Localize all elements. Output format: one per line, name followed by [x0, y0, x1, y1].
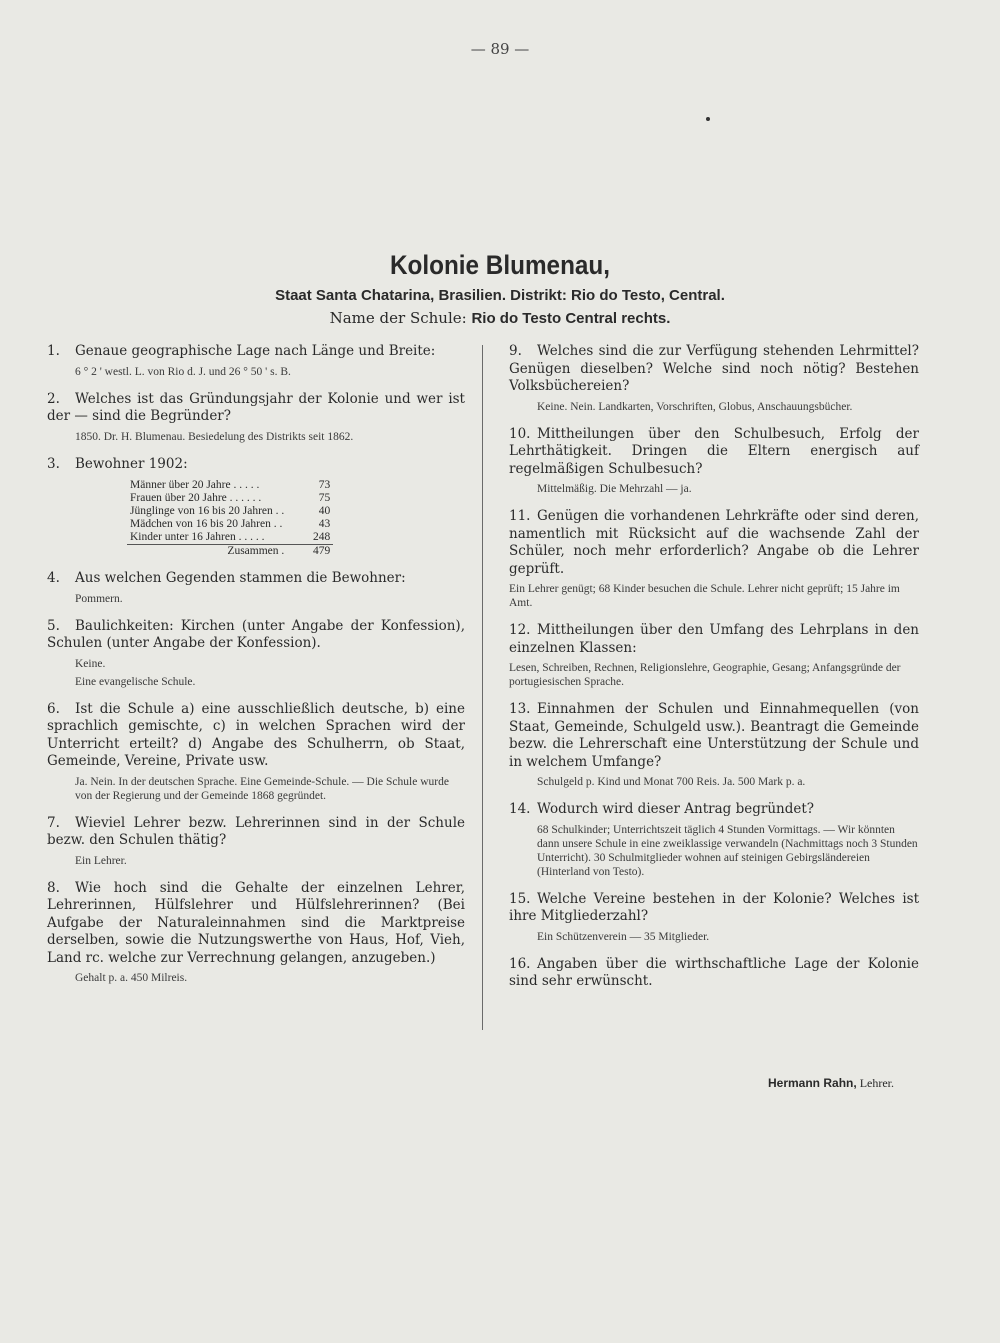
- question-text: Baulichkeiten: Kirchen (unter Angabe der Konfession), Schulen (unter Angabe der Konfession).: [47, 617, 465, 651]
- answer-text: Gehalt p. a. 450 Milreis.: [75, 972, 188, 984]
- column-divider: [482, 345, 483, 1030]
- question-15: [509, 891, 919, 944]
- signature-role: Lehrer.: [859, 1076, 894, 1090]
- question-text: Genaue geographische Lage nach Länge und Breite:: [75, 343, 436, 359]
- question-number: 7.: [47, 814, 60, 831]
- question-3: [47, 456, 465, 559]
- question-2: [47, 391, 465, 444]
- answer-text: Ja. Nein. In der deutschen Sprache. Eine Gemeinde-Schule. — Die Schule wurde von der Regierung und der Gemeinde 1868 gegründet.: [75, 775, 449, 802]
- answer-text: Pommern.: [75, 592, 123, 605]
- school-label: Name der Schule:: [329, 309, 467, 327]
- table-row: [127, 531, 333, 545]
- question-text: Einnahmen der Schulen und Einnahmequellen (von Staat, Gemeinde, Schulgeld usw.). Beantragt die Gemeinde bezw. die Lehrerschaft eine Unterstützung der Schule und in welchem Umfange?: [509, 701, 919, 770]
- signature-name: Hermann Rahn,: [768, 1076, 857, 1090]
- question-text: Mittheilungen über den Umfang des Lehrplans in den einzelnen Klassen:: [509, 622, 919, 656]
- question-text: Welches ist das Gründungsjahr der Kolonie und wer ist der — sind die Begründer?: [47, 390, 465, 424]
- school-line: [0, 309, 1000, 327]
- row-label: Kinder unter 16 Jahren . . . . .: [130, 531, 265, 543]
- table-row: [127, 479, 333, 492]
- question-text: Wodurch wird dieser Antrag begründet?: [537, 801, 815, 817]
- answer-text: Ein Lehrer genügt; 68 Kinder besuchen die Schule. Lehrer nicht geprüft; 15 Jahre im Amt.: [509, 583, 900, 609]
- row-value: 75: [318, 492, 331, 504]
- question-number: 6.: [47, 700, 60, 717]
- question-number: 15.: [509, 890, 531, 907]
- question-text: Genügen die vorhandenen Lehrkräfte oder sind deren, namentlich mit Rücksicht auf die wachsende Zahl der Schüler, noch mehr erforderlich? Angabe ob die Lehrer geprüft.: [509, 508, 919, 577]
- question-text: Aus welchen Gegenden stammen die Bewohner:: [75, 570, 406, 586]
- question-text: Welches sind die zur Verfügung stehenden Lehrmittel? Genügen dieselben? Welche sind noch nötig? Bestehen Volksbüchereien?: [509, 343, 919, 394]
- question-14: [509, 801, 919, 879]
- question-6: [47, 701, 465, 803]
- question-number: 16.: [509, 955, 531, 972]
- question-number: 14.: [509, 801, 531, 817]
- question-number: 3.: [47, 455, 60, 472]
- school-name: Rio do Testo Central rechts.: [471, 310, 671, 327]
- right-column: [509, 343, 919, 1003]
- answer-text: Lesen, Schreiben, Rechnen, Religionslehre, Geographie, Gesang; Anfangsgründe der portugiesischen Sprache.: [509, 662, 901, 688]
- question-11: [509, 508, 919, 610]
- question-text: Wieviel Lehrer bezw. Lehrerinnen sind in der Schule bezw. den Schulen thätig?: [47, 814, 465, 848]
- row-value: 73: [318, 479, 331, 491]
- row-label: Mädchen von 16 bis 20 Jahren . .: [130, 518, 283, 530]
- row-value: 248: [313, 531, 331, 543]
- question-number: 1.: [47, 343, 60, 359]
- total-value: 479: [287, 545, 333, 559]
- total-row: [127, 545, 333, 559]
- question-number: 11.: [509, 508, 531, 524]
- subtitle: Staat Santa Chatarina, Brasilien. Distrikt: Rio do Testo, Central.: [275, 287, 725, 304]
- question-text: Wie hoch sind die Gehalte der einzelnen Lehrer, Lehrerinnen, Hülfslehrer und Hülfslehrerinnen? (Bei Aufgabe der Naturaleinnahmen sind die Marktpreise derselben, sowie die Nutzungswerthe von Haus, Hof, Vieh, Land rc. welche zur Verrechnung gelangen, anzugeben.): [47, 879, 465, 966]
- table-row: [127, 518, 333, 531]
- question-text: Angaben über die wirthschaftliche Lage der Kolonie sind sehr erwünscht.: [509, 955, 919, 989]
- row-label: Jünglinge von 16 bis 20 Jahren . .: [130, 505, 285, 517]
- signature: [768, 1076, 894, 1091]
- question-text: Mittheilungen über den Schulbesuch, Erfolg der Lehrthätigkeit. Dringen die Eltern energisch auf regelmäßigen Schulbesuch?: [509, 425, 919, 477]
- page-title: Kolonie Blumenau,: [389, 250, 611, 280]
- question-text: Welche Vereine bestehen in der Kolonie? Welches ist ihre Mitgliederzahl?: [509, 890, 919, 924]
- bleed-through-ghost: [378, 196, 385, 224]
- question-9: [509, 343, 919, 414]
- question-text: Ist die Schule a) eine ausschließlich deutsche, b) eine sprachlich gemischte, c) in welchen Sprachen wird der Unterricht erteilt? d) Angabe des Schulherrn, ob Staat, Gemeinde, Vereine, Private usw.: [47, 700, 465, 769]
- question-12: [509, 622, 919, 689]
- answer-text: Keine.: [75, 657, 106, 670]
- population-table: [127, 479, 333, 558]
- table-row: [127, 492, 333, 505]
- question-8: [47, 880, 465, 986]
- question-number: 4.: [47, 570, 60, 586]
- answer-text: Ein Lehrer.: [75, 854, 127, 867]
- answer-text: Ein Schützenverein — 35 Mitglieder.: [537, 930, 710, 943]
- question-number: 10.: [509, 425, 531, 442]
- ink-spot: [706, 117, 710, 121]
- question-number: 5.: [47, 617, 60, 634]
- question-16: [509, 956, 919, 991]
- question-4: [47, 570, 465, 606]
- row-label: Männer über 20 Jahre . . . . .: [130, 479, 260, 491]
- answer-text: Keine. Nein. Landkarten, Vorschriften, Globus, Anschauungsbücher.: [537, 400, 853, 413]
- question-7: [47, 815, 465, 868]
- row-label: Frauen über 20 Jahre . . . . . .: [130, 492, 262, 504]
- answer-text: Schulgeld p. Kind und Monat 700 Reis. Ja. 500 Mark p. a.: [537, 776, 806, 788]
- answer-text: Eine evangelische Schule.: [75, 675, 196, 688]
- question-text: Bewohner 1902:: [75, 455, 188, 472]
- question-number: 9.: [509, 343, 522, 359]
- question-number: 13.: [509, 701, 531, 717]
- question-10: [509, 426, 919, 497]
- question-13: [509, 701, 919, 789]
- left-column: [47, 343, 465, 997]
- answer-text: Mittelmäßig. Die Mehrzahl — ja.: [537, 483, 692, 495]
- row-value: 43: [318, 518, 331, 530]
- question-number: 2.: [47, 390, 60, 407]
- total-label: Zusammen .: [127, 545, 287, 559]
- question-number: 12.: [509, 622, 531, 638]
- page-number: — 89 —: [470, 40, 530, 58]
- question-5: [47, 618, 465, 689]
- question-number: 8.: [47, 879, 60, 896]
- question-1: [47, 343, 465, 379]
- answer-text: 1850. Dr. H. Blumenau. Besiedelung des Distrikts seit 1862.: [75, 430, 354, 443]
- answer-text: 68 Schulkinder; Unterrichtszeit täglich 4 Stunden Vormittags. — Wir könnten dann unsere Schule in eine zweiklassige verwandeln (Nachmittags noch 3 Stunden Unterricht). 30 Schulmitglieder wohnen auf steinigen Gebirgsländereien (Hinterland von Testo).: [537, 823, 918, 878]
- answer-text: 6 ° 2 ' westl. L. von Rio d. J. und 26 ° 50 ' s. B.: [75, 365, 291, 378]
- row-value: 40: [318, 505, 331, 517]
- table-row: [127, 505, 333, 518]
